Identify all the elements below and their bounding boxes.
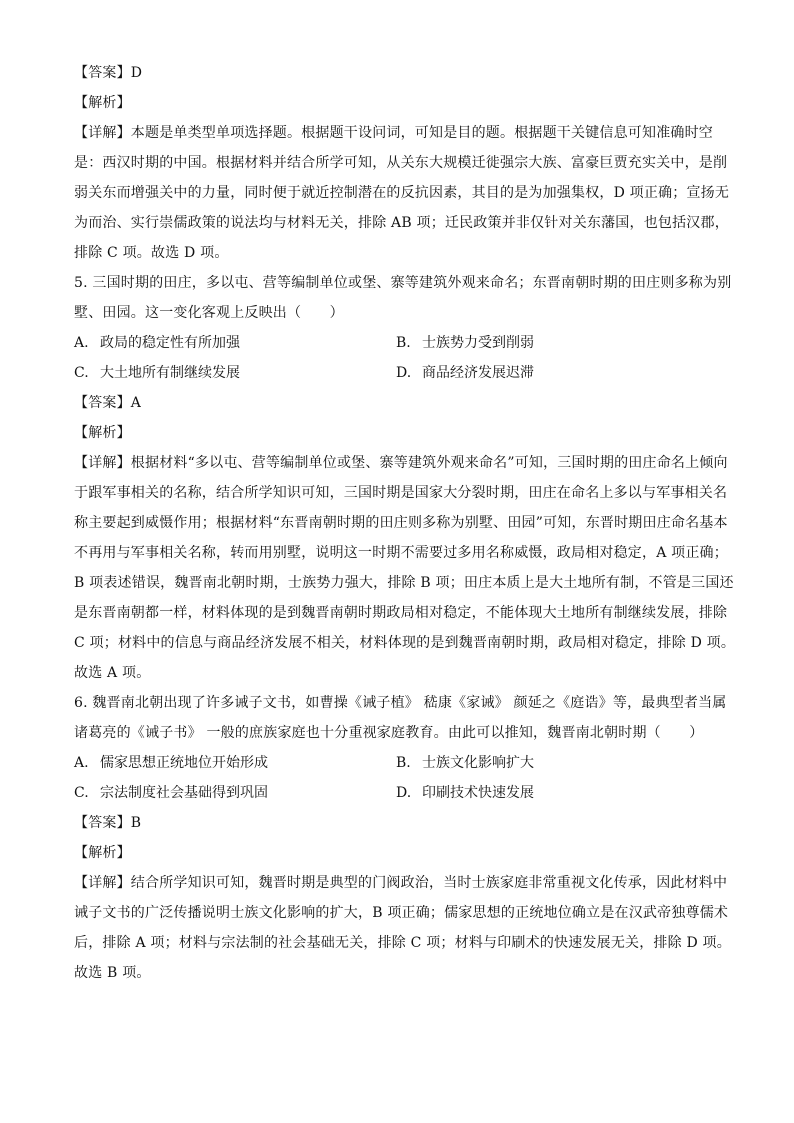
question-stem: 6. 魏晋南北朝出现了许多诫子文书，如曹操《诫子植》 嵇康《家诫》 颜延之《庭诰》等，最典型者当属 bbox=[74, 695, 727, 711]
detail-line: 【详解】结合所学知识可知，魏晋时期是典型的门阀政治，当时士族家庭非常重视文化传承，因此材料中 bbox=[74, 875, 728, 891]
detail-line: 为而治、实行崇儒政策的说法均与材料无关，排除 AB 项；迁民政策并非仅针对关东藩国，也包括汉郡， bbox=[74, 215, 729, 231]
detail-line: 排除 C 项。故选 D 项。 bbox=[74, 245, 229, 261]
detail-line: 【详解】根据材料“多以屯、营等编制单位或堡、寨等建筑外观来命名”可知，三国时期的田庄命名上倾向 bbox=[74, 455, 728, 471]
option-grid bbox=[74, 328, 726, 388]
detail-line: 诫子文书的广泛传播说明士族文化影响的扩大，B 项正确；儒家思想的正统地位确立是在汉武帝独尊儒术 bbox=[74, 905, 729, 921]
option-d: D. 印刷技术快速发展 bbox=[396, 785, 534, 801]
option-b: B. 士族文化影响扩大 bbox=[396, 755, 534, 771]
detail-line: C 项；材料中的信息与商品经济发展不相关，材料体现的是到魏晋南朝时期，政局相对稳定，排除 D 项。 bbox=[74, 635, 736, 651]
option-b: B. 士族势力受到削弱 bbox=[396, 335, 534, 351]
detail-line: 故选 A 项。 bbox=[74, 665, 151, 681]
analysis-heading: 【解析】 bbox=[74, 95, 131, 111]
option-a: A. 儒家思想正统地位开始形成 bbox=[74, 755, 268, 771]
question-6 bbox=[74, 688, 731, 988]
detail-line: 弱关东而增强关中的力量，同时便于就近控制潜在的反抗因素，其目的是为加强集权，D 项正确；宣扬无 bbox=[74, 185, 730, 201]
option-d: D. 商品经济发展迟滞 bbox=[396, 365, 534, 381]
detail-line: 【详解】本题是单类型单项选择题。根据题干设问词，可知是目的题。根据题干关键信息可知准确时空 bbox=[74, 125, 713, 141]
answer-line: 【答案】B bbox=[74, 815, 142, 831]
detail-line: 称主要起到威慑作用；根据材料“东晋南朝时期的田庄则多称为别墅、田园”可知，东晋时期田庄命名基本 bbox=[74, 515, 728, 531]
option-c: C. 宗法制度社会基础得到巩固 bbox=[74, 785, 268, 801]
detail-line: 于跟军事相关的名称，结合所学知识可知，三国时期是国家大分裂时期，田庄在命名上多以与军事相关名 bbox=[74, 485, 728, 501]
detail-line: 后，排除 A 项；材料与宗法制的社会基础无关，排除 C 项；材料与印刷术的快速发展无关，排除 D 项。 bbox=[74, 935, 731, 951]
document-page bbox=[74, 58, 736, 988]
question-stem: 5. 三国时期的田庄，多以屯、营等编制单位或堡、寨等建筑外观来命名；东晋南朝时期的田庄则多称为别 bbox=[74, 275, 732, 291]
answer-line: 【答案】A bbox=[74, 395, 142, 411]
analysis-heading: 【解析】 bbox=[74, 425, 131, 441]
detail-line: 不再用与军事相关名称，转而用别墅，说明这一时期不需要过多用名称威慑，政局相对稳定，A 项正确； bbox=[74, 545, 728, 561]
detail-line: 是东晋南朝都一样，材料体现的是到魏晋南朝时期政局相对稳定，不能体现大土地所有制继续发展，排除 bbox=[74, 605, 728, 621]
option-c: C. 大土地所有制继续发展 bbox=[74, 365, 240, 381]
detail-line: B 项表述错误，魏晋南北朝时期，士族势力强大，排除 B 项；田庄本质上是大土地所有制，不管是三国还 bbox=[74, 575, 734, 591]
analysis-heading: 【解析】 bbox=[74, 845, 131, 861]
question-stem: 墅、田园。这一变化客观上反映出（ ） bbox=[74, 305, 344, 321]
question-5 bbox=[74, 268, 736, 688]
question-stem: 诸葛亮的《诫子书》 一般的庶族家庭也十分重视家庭教育。由此可以推知，魏晋南北朝时期（ ） bbox=[74, 725, 704, 741]
option-a: A. 政局的稳定性有所加强 bbox=[74, 335, 240, 351]
answer-line: 【答案】D bbox=[74, 65, 143, 81]
detail-line: 是：西汉时期的中国。根据材料并结合所学可知，从关东大规模迁徙强宗大族、富豪巨贾充实关中，是削 bbox=[74, 155, 728, 171]
detail-line: 故选 B 项。 bbox=[74, 965, 151, 981]
option-grid bbox=[74, 748, 726, 808]
question-4-solution bbox=[74, 58, 730, 268]
